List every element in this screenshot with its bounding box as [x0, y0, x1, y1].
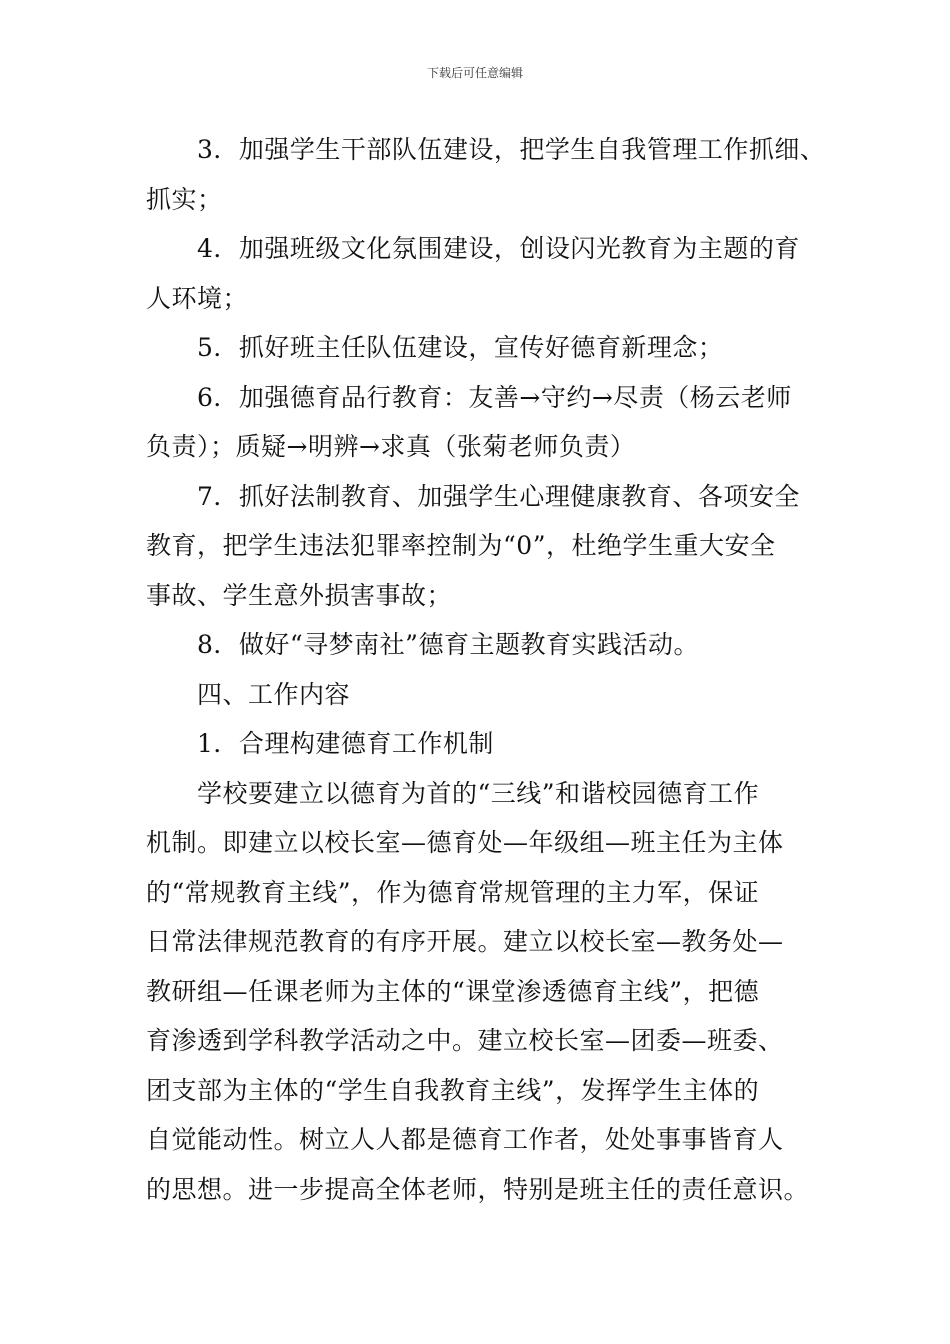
text-line: 人环境； — [146, 283, 249, 313]
page-header-note: 下载后可任意编辑 — [426, 66, 523, 80]
text-line: 4．加强班级文化氛围建设，创设闪光教育为主题的育 — [197, 234, 800, 263]
text-line: 的“常规教育主线”，作为德育常规管理的主力军，保证 — [146, 877, 760, 907]
text-line: 3．加强学生干部队伍建设，把学生自我管理工作抓细、 — [197, 135, 826, 164]
text-line: 自觉能动性。树立人人都是德育工作者，处处事事皆育人 — [146, 1125, 784, 1154]
text-line: 育渗透到学科教学活动之中。建立校长室—团委—班委、 — [146, 1026, 784, 1055]
text-line: 8．做好“寻梦南社”德育主题教育实践活动。 — [197, 630, 699, 659]
section-heading: 四、工作内容 — [197, 679, 351, 709]
text-line: 5．抓好班主任队伍建设，宣传好德育新理念； — [197, 333, 724, 362]
text-line: 机制。即建立以校长室—德育处—年级组—班主任为主体 — [146, 828, 784, 857]
subsection-heading: 1．合理构建德育工作机制 — [197, 729, 494, 758]
text-line: 事故、学生意外损害事故； — [146, 580, 453, 610]
text-line: 教育，把学生违法犯罪率控制为“0”，杜绝学生重大安全 — [146, 531, 776, 560]
text-line: 6．加强德育品行教育：友善→守约→尽责（杨云老师 — [197, 382, 792, 412]
text-line: 团支部为主体的“学生自我教育主线”，发挥学生主体的 — [146, 1075, 760, 1105]
text-line: 日常法律规范教育的有序开展。建立以校长室—教务处— — [146, 927, 784, 956]
document-body — [146, 125, 826, 1214]
text-line: 7．抓好法制教育、加强学生心理健康教育、各项安全 — [197, 481, 800, 511]
text-line: 学校要建立以德育为首的“三线”和谐校园德育工作 — [197, 778, 760, 808]
text-line: 教研组—任课老师为主体的“课堂渗透德育主线”，把德 — [146, 976, 760, 1006]
text-line: 负责）；质疑→明辨→求真（张菊老师负责） — [146, 432, 636, 461]
text-line: 的思想。进一步提高全体老师，特别是班主任的责任意识。 — [146, 1174, 810, 1204]
text-line: 抓实； — [146, 184, 223, 214]
